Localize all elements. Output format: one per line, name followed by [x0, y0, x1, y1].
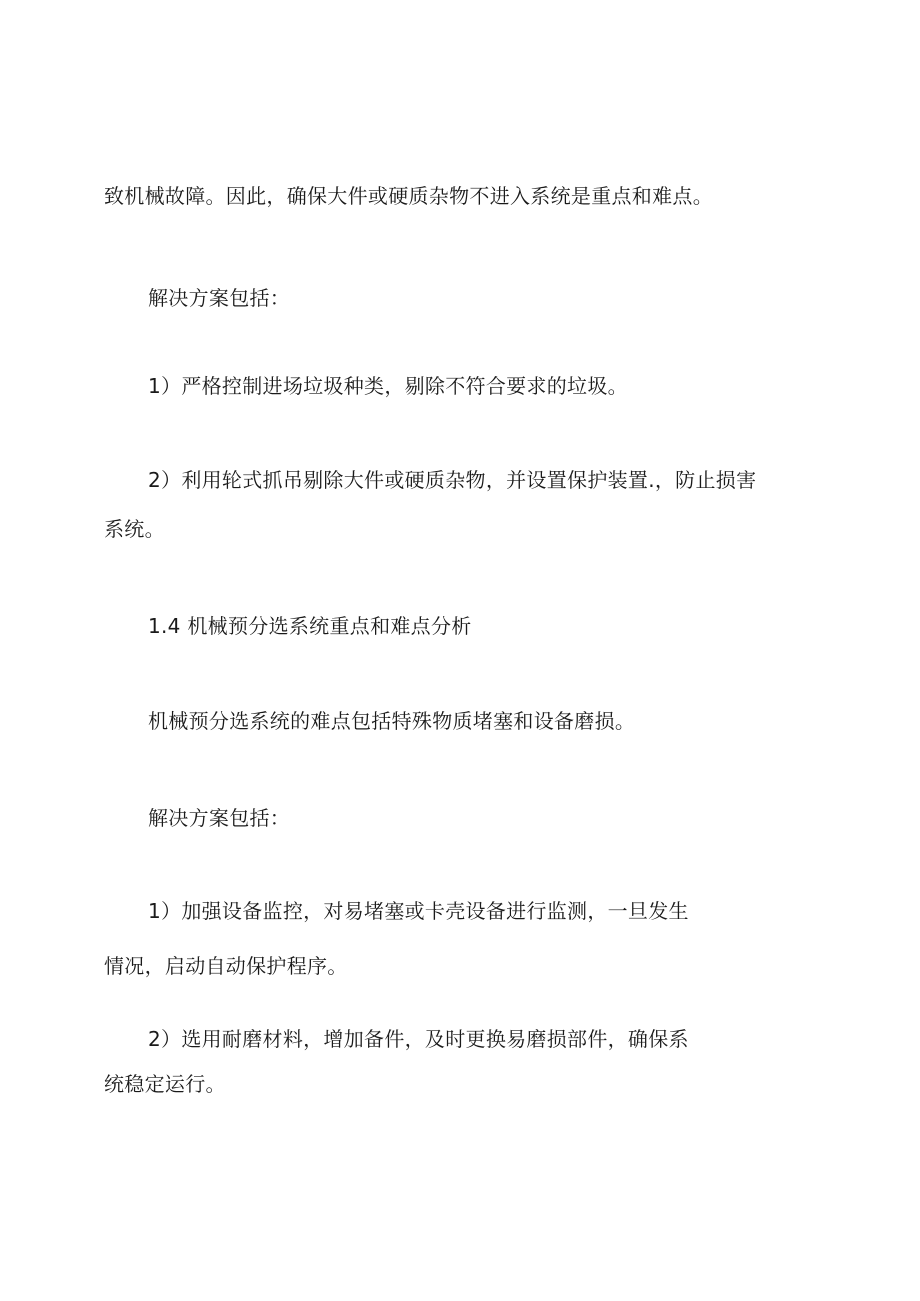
paragraph-line: 2）利用轮式抓吊剔除大件或硬质杂物，并设置保护装置.，防止损害	[148, 468, 757, 492]
paragraph-line: 2）选用耐磨材料，增加备件，及时更换易磨损部件，确保系	[148, 1027, 689, 1051]
paragraph-line: 系统。	[104, 517, 165, 541]
paragraph-line: 1）加强设备监控，对易堵塞或卡壳设备进行监测，一旦发生	[148, 899, 689, 923]
paragraph-line: 情况，启动自动保护程序。	[104, 954, 348, 978]
paragraph-line: 统稳定运行。	[104, 1072, 226, 1096]
paragraph-line: 机械预分选系统的难点包括特殊物质堵塞和设备磨损。	[148, 709, 636, 733]
paragraph-line: 1）严格控制进场垃圾种类，剔除不符合要求的垃圾。	[148, 374, 628, 398]
paragraph-line: 解决方案包括：	[148, 806, 291, 830]
paragraph-line: 解决方案包括：	[148, 286, 291, 310]
section-heading: 1.4 机械预分选系统重点和难点分析	[148, 614, 472, 638]
paragraph-line: 致机械故障。因此，确保大件或硬质杂物不进入系统是重点和难点。	[104, 184, 713, 208]
